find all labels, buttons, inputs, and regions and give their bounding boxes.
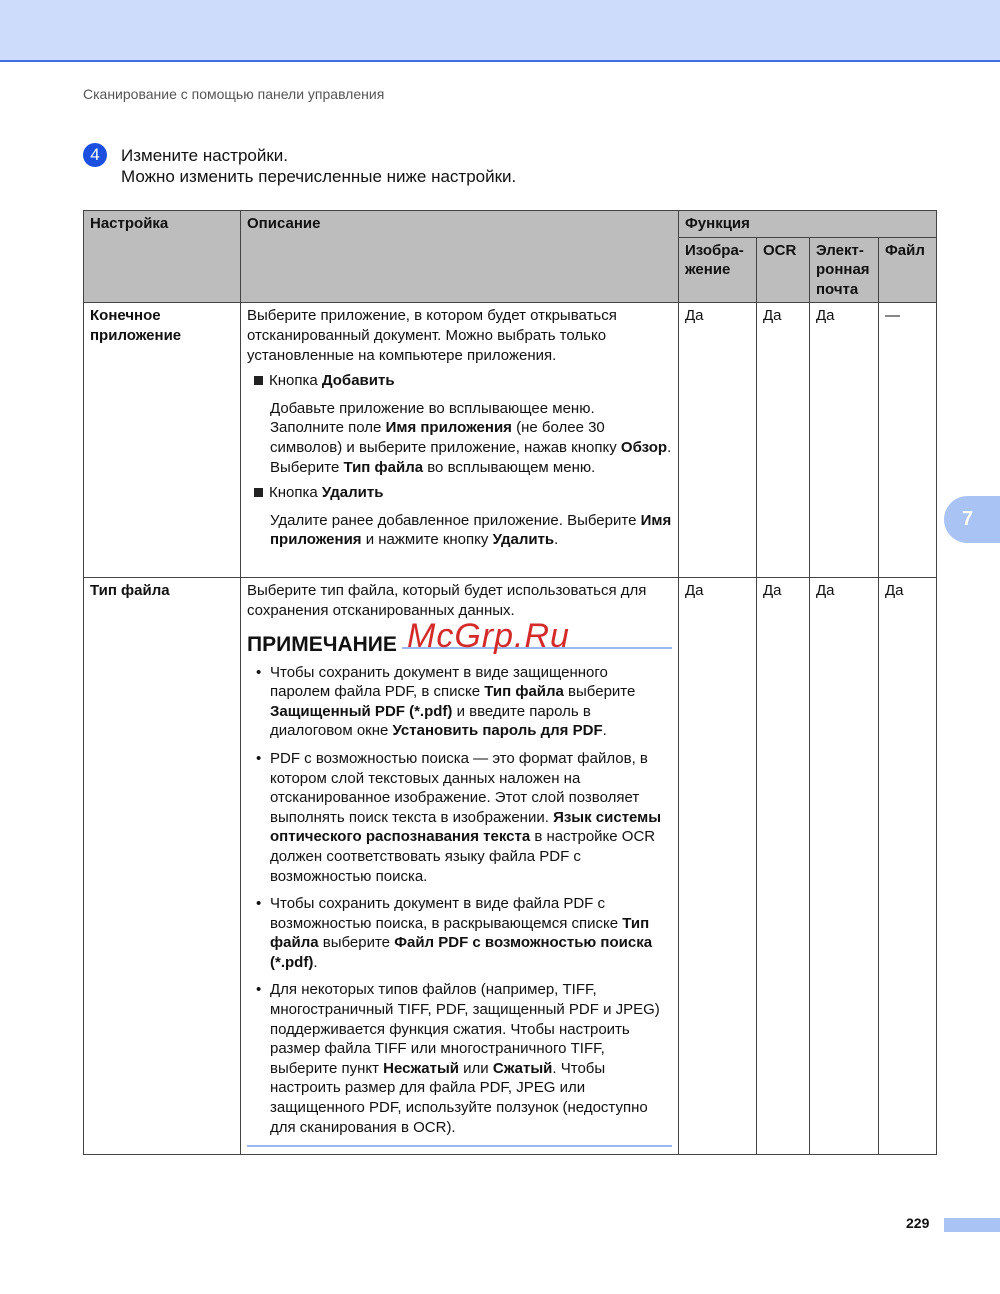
note-item (270, 749, 672, 886)
note-divider (247, 1145, 672, 1147)
text-segment: . Чтобы настроить размер для файла PDF, JPEG или защищенного PDF, используйте ползунок (недоступно для сканирования в OCR). (270, 1059, 648, 1136)
text-segment: или (458, 1059, 493, 1077)
note-title: ПРИМЕЧАНИЕ (247, 632, 397, 656)
note-list (247, 663, 672, 1138)
text-segment: Добавьте приложение во всплывающее меню. Заполните поле (270, 399, 595, 437)
email-value: Да (810, 578, 879, 1155)
text-segment: Кнопка (269, 372, 322, 390)
text-segment: Выберите приложение, в котором будет открываться отсканированный документ. Можно выбрать только установленные на компьютере приложения. (247, 307, 617, 364)
bold-term: Добавить (321, 372, 395, 390)
image-value: Да (679, 578, 757, 1155)
text-segment: выберите (318, 934, 395, 952)
text-segment: во всплывающем меню. (423, 458, 596, 476)
delete-button-heading (254, 483, 672, 503)
bold-term: Язык системы оптического распознавания текста (270, 808, 662, 846)
setting-name: Тип файла (84, 578, 241, 1155)
bold-term: Тип файла (343, 458, 424, 476)
text-segment: PDF с возможностью поиска — это формат файлов, в котором слой текстовых данных наложен на отсканированное изображение. Этот слой позволяет выполнять поиск текста в изображении. (270, 749, 648, 826)
ocr-value: Да (757, 578, 810, 1155)
sub-heading-text (269, 372, 395, 389)
step-number-badge: 4 (83, 143, 107, 167)
chapter-tab[interactable]: 7 (944, 496, 1000, 543)
note-item (270, 663, 672, 741)
header-setting: Настройка (84, 211, 241, 303)
page-number: 229 (906, 1215, 930, 1231)
text-segment: в настройке OCR должен соответствовать языку файла PDF с возможностью поиска. (270, 828, 656, 885)
text-segment: Кнопка (269, 484, 322, 502)
bold-term: Имя приложения (385, 419, 512, 437)
table-row (84, 578, 937, 1155)
text-segment: и нажмите кнопку (361, 531, 493, 549)
note-item (270, 894, 672, 972)
setting-name: Конечное приложение (84, 303, 241, 578)
text-segment: и введите пароль в диалоговом окне (270, 702, 591, 740)
bold-term: Имя приложения (270, 511, 672, 549)
text-segment: . Выберите (270, 438, 672, 476)
description-cell (241, 578, 679, 1155)
file-value: Да (879, 578, 937, 1155)
text-segment: Удалите ранее добавленное приложение. Выберите (270, 511, 641, 529)
watermark: McGrp.Ru (407, 616, 570, 655)
bold-term: Обзор (620, 438, 668, 456)
header-file: Файл (879, 237, 937, 303)
text-segment: выберите (563, 683, 636, 701)
image-value: Да (679, 303, 757, 578)
header-ocr: OCR (757, 237, 810, 303)
step-line-2: Можно изменить перечисленные ниже настройки. (121, 167, 517, 186)
description-text (247, 581, 672, 620)
add-button-text (270, 399, 672, 477)
square-bullet-icon (254, 376, 263, 385)
email-value: Да (810, 303, 879, 578)
text-segment: . (602, 722, 607, 740)
file-value: — (879, 303, 937, 578)
text-segment: Для некоторых типов файлов (например, TIFF, многостраничный TIFF, PDF, защищенный PDF и JPEG) поддерживается функция сжатия. Чтобы настроить размер файла TIFF или многостраничного TIFF, выберите пункт (270, 981, 660, 1077)
square-bullet-icon (254, 488, 263, 497)
ocr-value: Да (757, 303, 810, 578)
description-cell (241, 303, 679, 578)
note-box-title (247, 616, 672, 661)
step-line-1: Измените настройки. (121, 146, 289, 165)
bold-term: Удалить (321, 484, 384, 502)
bold-term: Сжатый (492, 1059, 553, 1077)
bold-term: Тип файла (270, 914, 650, 952)
settings-table (83, 210, 937, 1155)
bold-term: Файл PDF с возможностью поиска (*.pdf) (270, 934, 653, 971)
bold-term: Тип файла (484, 683, 564, 701)
header-band (0, 0, 1000, 62)
add-button-heading (254, 371, 672, 391)
delete-button-text (270, 511, 672, 550)
table-row (84, 303, 937, 578)
step-text (121, 145, 516, 187)
header-description: Описание (241, 211, 679, 303)
header-function: Функция (679, 211, 937, 238)
header-email: Элект-ронная почта (810, 237, 879, 303)
bold-term: Несжатый (383, 1059, 459, 1077)
page-bar (944, 1218, 1000, 1232)
description-text (247, 306, 672, 365)
text-segment: Чтобы сохранить документ в виде защищенного паролем файла PDF, в списке (270, 663, 608, 701)
sub-heading-text (269, 484, 383, 501)
text-segment: Выберите тип файла, который будет использоваться для сохранения отсканированных данных. (247, 582, 647, 619)
note-item (270, 980, 672, 1137)
bold-term: Защищенный PDF (*.pdf) (270, 702, 453, 720)
bold-term: Удалить (492, 531, 555, 549)
text-segment: . (554, 531, 559, 549)
text-segment: . (313, 953, 318, 971)
running-header: Сканирование с помощью панели управления (83, 86, 385, 102)
text-segment: (не более 30 символов) и выберите приложение, нажав кнопку (270, 419, 621, 456)
header-image: Изобра-жение (679, 237, 757, 303)
bold-term: Установить пароль для PDF (392, 722, 603, 740)
text-segment: Чтобы сохранить документ в виде файла PDF с возможностью поиска, в раскрывающемся списке (270, 895, 623, 932)
